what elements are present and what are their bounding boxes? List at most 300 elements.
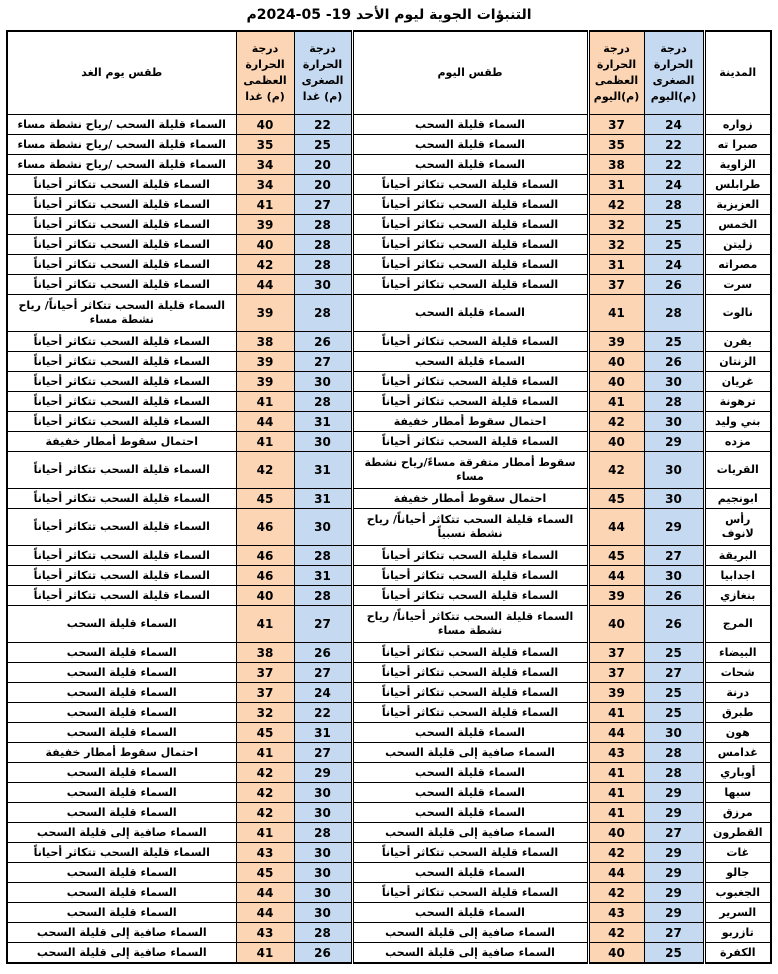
city-cell: الخمس [704,215,771,235]
weather-today-cell: السماء قليلة السحب تتكاثر أحياناً [352,566,588,586]
max-temp-tomorrow-cell: 41 [236,432,294,452]
weather-tomorrow-cell: السماء صافية إلى قليلة السحب [7,943,236,964]
min-temp-tomorrow-cell: 26 [294,332,352,352]
city-cell: بنغازي [704,586,771,606]
max-temp-today-cell: 38 [588,155,644,175]
weather-tomorrow-cell: السماء قليلة السحب [7,606,236,643]
city-cell: غات [704,843,771,863]
min-temp-today-cell: 24 [644,175,704,195]
min-temp-today-cell: 22 [644,155,704,175]
min-temp-today-cell: 29 [644,783,704,803]
min-temp-tomorrow-cell: 28 [294,923,352,943]
min-temp-today-cell: 29 [644,903,704,923]
weather-today-cell: السماء قليلة السحب تتكاثر أحياناً [352,683,588,703]
min-temp-tomorrow-cell: 20 [294,155,352,175]
table-row [7,275,771,295]
min-temp-tomorrow-cell: 28 [294,215,352,235]
weather-tomorrow-cell: السماء قليلة السحب [7,903,236,923]
max-temp-tomorrow-cell: 46 [236,566,294,586]
city-cell: تازربو [704,923,771,943]
table-row [7,566,771,586]
max-temp-today-cell: 40 [588,372,644,392]
table-row [7,452,771,489]
min-temp-tomorrow-cell: 24 [294,683,352,703]
table-row [7,683,771,703]
weather-today-cell: السماء قليلة السحب تتكاثر أحياناً/ رياح نشطة مساء [352,606,588,643]
weather-today-cell: السماء صافية إلى قليلة السحب [352,823,588,843]
table-row [7,903,771,923]
table-row [7,663,771,683]
table-row [7,643,771,663]
weather-tomorrow-cell: السماء قليلة السحب تتكاثر أحياناً/ رياح نشطة مساء [7,295,236,332]
max-temp-tomorrow-cell: 43 [236,923,294,943]
city-cell: طبرق [704,703,771,723]
min-temp-today-cell: 30 [644,723,704,743]
weather-today-cell: السماء قليلة السحب [352,763,588,783]
min-temp-today-cell: 26 [644,275,704,295]
max-temp-today-cell: 31 [588,255,644,275]
header-min-temp-tomorrow: درجة الحرارة الصغرى (م) غدا [294,31,352,115]
table-row [7,115,771,135]
header-weather-tomorrow: طقس يوم الغد [7,31,236,115]
max-temp-today-cell: 32 [588,215,644,235]
min-temp-today-cell: 29 [644,509,704,546]
city-cell: درنة [704,683,771,703]
min-temp-today-cell: 27 [644,823,704,843]
max-temp-tomorrow-cell: 45 [236,863,294,883]
table-row [7,352,771,372]
table-row [7,412,771,432]
city-cell: ترهونة [704,392,771,412]
forecast-body [7,115,771,964]
max-temp-today-cell: 41 [588,803,644,823]
min-temp-today-cell: 25 [644,643,704,663]
weather-today-cell: احتمال سقوط أمطار خفيفة [352,412,588,432]
max-temp-tomorrow-cell: 37 [236,683,294,703]
city-cell: بني وليد [704,412,771,432]
city-cell: المرج [704,606,771,643]
city-cell: غدامس [704,743,771,763]
max-temp-tomorrow-cell: 45 [236,723,294,743]
min-temp-tomorrow-cell: 30 [294,843,352,863]
min-temp-today-cell: 26 [644,606,704,643]
min-temp-tomorrow-cell: 27 [294,352,352,372]
weather-tomorrow-cell: السماء قليلة السحب [7,663,236,683]
city-cell: القريات [704,452,771,489]
max-temp-today-cell: 42 [588,923,644,943]
min-temp-today-cell: 30 [644,489,704,509]
max-temp-tomorrow-cell: 39 [236,215,294,235]
max-temp-today-cell: 42 [588,883,644,903]
city-cell: شحات [704,663,771,683]
table-row [7,332,771,352]
max-temp-today-cell: 45 [588,546,644,566]
min-temp-today-cell: 25 [644,943,704,964]
max-temp-today-cell: 39 [588,586,644,606]
weather-tomorrow-cell: السماء قليلة السحب تتكاثر أحياناً [7,215,236,235]
table-row [7,215,771,235]
city-cell: اجدابيا [704,566,771,586]
max-temp-today-cell: 44 [588,509,644,546]
table-row [7,823,771,843]
min-temp-tomorrow-cell: 27 [294,195,352,215]
min-temp-today-cell: 25 [644,703,704,723]
min-temp-today-cell: 24 [644,115,704,135]
min-temp-tomorrow-cell: 30 [294,863,352,883]
min-temp-today-cell: 30 [644,566,704,586]
min-temp-tomorrow-cell: 30 [294,783,352,803]
weather-today-cell: السماء قليلة السحب تتكاثر أحياناً [352,215,588,235]
weather-today-cell: السماء قليلة السحب تتكاثر أحياناً [352,432,588,452]
min-temp-today-cell: 25 [644,683,704,703]
weather-today-cell: السماء قليلة السحب تتكاثر أحياناً [352,586,588,606]
city-cell: غريان [704,372,771,392]
table-row [7,255,771,275]
city-cell: الزاوية [704,155,771,175]
max-temp-tomorrow-cell: 32 [236,703,294,723]
city-cell: القطرون [704,823,771,843]
table-row [7,295,771,332]
max-temp-tomorrow-cell: 41 [236,195,294,215]
max-temp-tomorrow-cell: 42 [236,763,294,783]
weather-tomorrow-cell: السماء قليلة السحب [7,683,236,703]
table-row [7,509,771,546]
weather-today-cell: السماء قليلة السحب تتكاثر أحياناً [352,546,588,566]
weather-today-cell: السماء قليلة السحب [352,783,588,803]
weather-today-cell: السماء قليلة السحب تتكاثر أحياناً [352,643,588,663]
min-temp-tomorrow-cell: 28 [294,586,352,606]
weather-tomorrow-cell: السماء قليلة السحب [7,883,236,903]
min-temp-today-cell: 29 [644,432,704,452]
max-temp-tomorrow-cell: 41 [236,392,294,412]
weather-today-cell: السماء قليلة السحب [352,803,588,823]
max-temp-tomorrow-cell: 42 [236,452,294,489]
table-row [7,372,771,392]
min-temp-today-cell: 26 [644,586,704,606]
weather-today-cell: السماء قليلة السحب تتكاثر أحياناً [352,332,588,352]
table-row [7,863,771,883]
weather-today-cell: سقوط أمطار متفرقة مساءً/رياح نشطة مساء [352,452,588,489]
max-temp-tomorrow-cell: 38 [236,643,294,663]
max-temp-tomorrow-cell: 42 [236,255,294,275]
min-temp-tomorrow-cell: 27 [294,606,352,643]
min-temp-today-cell: 27 [644,663,704,683]
min-temp-today-cell: 29 [644,883,704,903]
city-cell: زليتن [704,235,771,255]
table-row [7,586,771,606]
weather-today-cell: السماء قليلة السحب [352,135,588,155]
weather-tomorrow-cell: السماء قليلة السحب تتكاثر أحياناً [7,235,236,255]
weather-today-cell: احتمال سقوط أمطار خفيفة [352,489,588,509]
max-temp-today-cell: 40 [588,823,644,843]
weather-today-cell: السماء صافية إلى قليلة السحب [352,923,588,943]
table-row [7,235,771,255]
min-temp-tomorrow-cell: 28 [294,235,352,255]
table-header [7,31,771,115]
max-temp-today-cell: 42 [588,452,644,489]
table-row [7,432,771,452]
min-temp-today-cell: 27 [644,546,704,566]
table-row [7,843,771,863]
min-temp-today-cell: 28 [644,392,704,412]
city-cell: هون [704,723,771,743]
max-temp-today-cell: 40 [588,943,644,964]
min-temp-tomorrow-cell: 27 [294,663,352,683]
weather-today-cell: السماء قليلة السحب [352,352,588,372]
header-max-temp-today: درجة الحرارة العظمى (م)اليوم [588,31,644,115]
weather-tomorrow-cell: السماء قليلة السحب /رياح نشطة مساء [7,115,236,135]
min-temp-tomorrow-cell: 28 [294,546,352,566]
weather-today-cell: السماء قليلة السحب تتكاثر أحياناً [352,703,588,723]
header-min-temp-today: درجة الحرارة الصغرى (م)اليوم [644,31,704,115]
min-temp-tomorrow-cell: 30 [294,509,352,546]
max-temp-tomorrow-cell: 46 [236,509,294,546]
max-temp-today-cell: 45 [588,489,644,509]
max-temp-tomorrow-cell: 34 [236,155,294,175]
weather-tomorrow-cell: السماء قليلة السحب تتكاثر أحياناً [7,392,236,412]
table-row [7,763,771,783]
weather-today-cell: السماء قليلة السحب [352,115,588,135]
city-cell: البريقة [704,546,771,566]
city-cell: الجغبوب [704,883,771,903]
max-temp-today-cell: 44 [588,723,644,743]
table-row [7,783,771,803]
max-temp-today-cell: 43 [588,743,644,763]
city-cell: الكفرة [704,943,771,964]
max-temp-today-cell: 39 [588,683,644,703]
weather-tomorrow-cell: السماء قليلة السحب [7,723,236,743]
weather-tomorrow-cell: السماء قليلة السحب تتكاثر أحياناً [7,586,236,606]
max-temp-today-cell: 41 [588,783,644,803]
max-temp-tomorrow-cell: 34 [236,175,294,195]
min-temp-today-cell: 28 [644,763,704,783]
min-temp-tomorrow-cell: 29 [294,763,352,783]
max-temp-tomorrow-cell: 39 [236,372,294,392]
weather-tomorrow-cell: السماء قليلة السحب [7,703,236,723]
max-temp-tomorrow-cell: 39 [236,295,294,332]
min-temp-tomorrow-cell: 26 [294,943,352,964]
min-temp-today-cell: 28 [644,195,704,215]
min-temp-tomorrow-cell: 28 [294,295,352,332]
weather-today-cell: السماء قليلة السحب تتكاثر أحياناً [352,275,588,295]
weather-today-cell: السماء صافية إلى قليلة السحب [352,943,588,964]
weather-today-cell: السماء قليلة السحب [352,903,588,923]
table-row [7,803,771,823]
max-temp-today-cell: 40 [588,432,644,452]
max-temp-tomorrow-cell: 44 [236,412,294,432]
city-cell: مصراته [704,255,771,275]
min-temp-tomorrow-cell: 27 [294,743,352,763]
table-row [7,943,771,964]
weather-today-cell: السماء قليلة السحب تتكاثر أحياناً [352,255,588,275]
min-temp-tomorrow-cell: 28 [294,392,352,412]
max-temp-tomorrow-cell: 39 [236,352,294,372]
max-temp-tomorrow-cell: 46 [236,546,294,566]
table-row [7,175,771,195]
city-cell: العزيزية [704,195,771,215]
weather-today-cell: السماء قليلة السحب تتكاثر أحياناً [352,392,588,412]
max-temp-tomorrow-cell: 41 [236,743,294,763]
weather-tomorrow-cell: السماء صافية إلى قليلة السحب [7,923,236,943]
min-temp-today-cell: 22 [644,135,704,155]
weather-tomorrow-cell: السماء قليلة السحب تتكاثر أحياناً [7,275,236,295]
max-temp-today-cell: 42 [588,843,644,863]
weather-today-cell: السماء قليلة السحب تتكاثر أحياناً [352,663,588,683]
city-cell: زواره [704,115,771,135]
weather-today-cell: السماء قليلة السحب تتكاثر أحياناً [352,235,588,255]
min-temp-today-cell: 24 [644,255,704,275]
max-temp-tomorrow-cell: 38 [236,332,294,352]
city-cell: أوباري [704,763,771,783]
min-temp-tomorrow-cell: 30 [294,803,352,823]
max-temp-today-cell: 40 [588,352,644,372]
city-cell: نالوت [704,295,771,332]
table-row [7,883,771,903]
min-temp-today-cell: 28 [644,743,704,763]
min-temp-today-cell: 25 [644,235,704,255]
min-temp-tomorrow-cell: 31 [294,566,352,586]
weather-tomorrow-cell: السماء قليلة السحب [7,643,236,663]
city-cell: الزنتان [704,352,771,372]
min-temp-today-cell: 25 [644,332,704,352]
weather-today-cell: السماء قليلة السحب تتكاثر أحياناً [352,883,588,903]
weather-tomorrow-cell: السماء قليلة السحب تتكاثر أحياناً [7,195,236,215]
max-temp-today-cell: 44 [588,566,644,586]
table-row [7,135,771,155]
city-cell: مرزق [704,803,771,823]
min-temp-tomorrow-cell: 30 [294,883,352,903]
min-temp-tomorrow-cell: 30 [294,372,352,392]
table-row [7,489,771,509]
min-temp-tomorrow-cell: 31 [294,489,352,509]
max-temp-tomorrow-cell: 43 [236,843,294,863]
weather-tomorrow-cell: السماء قليلة السحب تتكاثر أحياناً [7,332,236,352]
min-temp-tomorrow-cell: 22 [294,703,352,723]
max-temp-today-cell: 43 [588,903,644,923]
city-cell: صبرا ته [704,135,771,155]
header-city: المدينة [704,31,771,115]
table-row [7,923,771,943]
table-row [7,392,771,412]
table-row [7,155,771,175]
weather-today-cell: السماء قليلة السحب تتكاثر أحياناً [352,195,588,215]
weather-tomorrow-cell: السماء قليلة السحب [7,763,236,783]
table-row [7,703,771,723]
max-temp-tomorrow-cell: 44 [236,903,294,923]
max-temp-today-cell: 44 [588,863,644,883]
weather-today-cell: السماء قليلة السحب تتكاثر أحياناً [352,372,588,392]
max-temp-today-cell: 41 [588,392,644,412]
header-weather-today: طقس اليوم [352,31,588,115]
min-temp-tomorrow-cell: 22 [294,115,352,135]
table-row [7,195,771,215]
city-cell: سبها [704,783,771,803]
min-temp-today-cell: 30 [644,452,704,489]
weather-tomorrow-cell: السماء قليلة السحب /رياح نشطة مساء [7,155,236,175]
weather-tomorrow-cell: احتمال سقوط أمطار خفيفة [7,743,236,763]
min-temp-today-cell: 30 [644,412,704,432]
min-temp-today-cell: 25 [644,215,704,235]
max-temp-tomorrow-cell: 45 [236,489,294,509]
max-temp-today-cell: 37 [588,643,644,663]
max-temp-tomorrow-cell: 41 [236,943,294,964]
weather-today-cell: السماء قليلة السحب تتكاثر أحياناً/ رياح نشطة نسبياً [352,509,588,546]
table-row [7,606,771,643]
min-temp-today-cell: 27 [644,923,704,943]
max-temp-today-cell: 35 [588,135,644,155]
max-temp-tomorrow-cell: 44 [236,275,294,295]
min-temp-tomorrow-cell: 31 [294,452,352,489]
table-row [7,723,771,743]
max-temp-tomorrow-cell: 40 [236,235,294,255]
weather-tomorrow-cell: السماء قليلة السحب [7,803,236,823]
weather-today-cell: السماء قليلة السحب [352,723,588,743]
max-temp-today-cell: 37 [588,115,644,135]
weather-today-cell: السماء قليلة السحب [352,295,588,332]
min-temp-tomorrow-cell: 30 [294,903,352,923]
city-cell: مزده [704,432,771,452]
max-temp-today-cell: 42 [588,195,644,215]
min-temp-tomorrow-cell: 28 [294,255,352,275]
weather-tomorrow-cell: السماء قليلة السحب تتكاثر أحياناً [7,566,236,586]
max-temp-tomorrow-cell: 41 [236,823,294,843]
max-temp-today-cell: 41 [588,763,644,783]
weather-today-cell: السماء قليلة السحب تتكاثر أحياناً [352,843,588,863]
max-temp-today-cell: 37 [588,275,644,295]
max-temp-tomorrow-cell: 42 [236,803,294,823]
city-cell: طرابلس [704,175,771,195]
weather-tomorrow-cell: السماء قليلة السحب تتكاثر أحياناً [7,546,236,566]
weather-tomorrow-cell: احتمال سقوط أمطار خفيفة [7,432,236,452]
min-temp-tomorrow-cell: 28 [294,823,352,843]
weather-today-cell: السماء قليلة السحب [352,155,588,175]
min-temp-today-cell: 29 [644,803,704,823]
header-max-temp-tomorrow: درجة الحرارة العظمى (م) غدا [236,31,294,115]
weather-tomorrow-cell: السماء صافية إلى قليلة السحب [7,823,236,843]
max-temp-tomorrow-cell: 40 [236,586,294,606]
city-cell: ابونجيم [704,489,771,509]
max-temp-today-cell: 39 [588,332,644,352]
max-temp-tomorrow-cell: 42 [236,783,294,803]
weather-today-cell: السماء صافية إلى قليلة السحب [352,743,588,763]
city-cell: جالو [704,863,771,883]
forecast-table [6,30,772,964]
min-temp-today-cell: 30 [644,372,704,392]
min-temp-tomorrow-cell: 26 [294,643,352,663]
city-cell: يفرن [704,332,771,352]
max-temp-today-cell: 41 [588,703,644,723]
weather-today-cell: السماء قليلة السحب تتكاثر أحياناً [352,175,588,195]
weather-tomorrow-cell: السماء قليلة السحب تتكاثر أحياناً [7,352,236,372]
weather-tomorrow-cell: السماء قليلة السحب [7,783,236,803]
max-temp-today-cell: 31 [588,175,644,195]
max-temp-tomorrow-cell: 44 [236,883,294,903]
table-row [7,546,771,566]
min-temp-tomorrow-cell: 30 [294,275,352,295]
max-temp-today-cell: 40 [588,606,644,643]
table-row [7,743,771,763]
weather-tomorrow-cell: السماء قليلة السحب تتكاثر أحياناً [7,175,236,195]
max-temp-today-cell: 42 [588,412,644,432]
max-temp-tomorrow-cell: 35 [236,135,294,155]
min-temp-tomorrow-cell: 30 [294,432,352,452]
max-temp-today-cell: 37 [588,663,644,683]
weather-tomorrow-cell: السماء قليلة السحب تتكاثر أحياناً [7,412,236,432]
weather-tomorrow-cell: السماء قليلة السحب تتكاثر أحياناً [7,452,236,489]
city-cell: رأس لانوف [704,509,771,546]
page-title: التنبؤات الجوية ليوم الأحد 19- 05-2024م [246,7,532,23]
min-temp-tomorrow-cell: 31 [294,723,352,743]
